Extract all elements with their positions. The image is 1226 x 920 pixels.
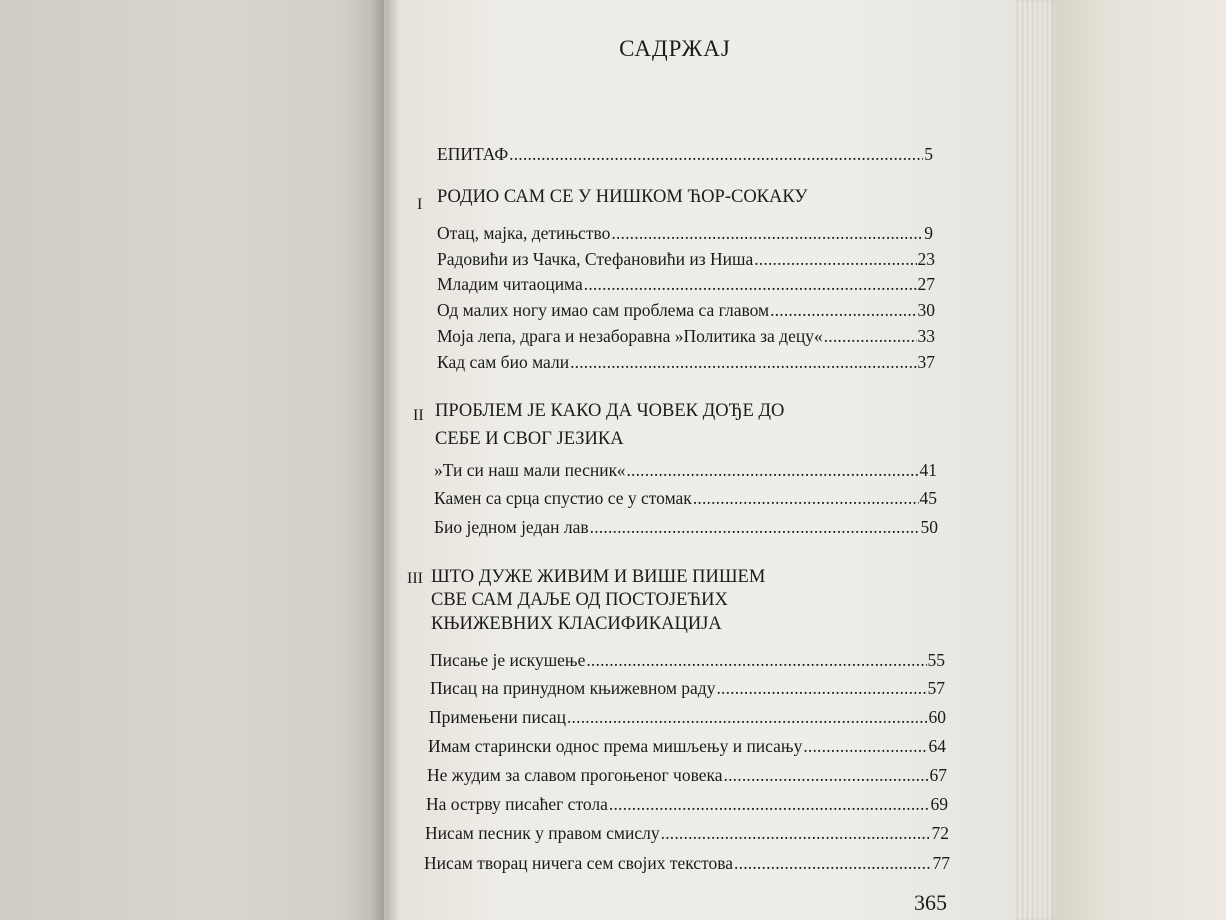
- entry-page: 5: [924, 144, 933, 164]
- toc-entry: [429, 705, 946, 729]
- toc-title: САДРЖАЈ: [619, 36, 731, 61]
- dot-leader: [626, 458, 918, 482]
- entry-page: 64: [928, 736, 946, 756]
- dot-leader: [824, 324, 917, 348]
- entry-text: »Ти си наш мали песник«: [434, 460, 626, 480]
- entry-page: 50: [920, 517, 938, 537]
- dot-leader: [661, 821, 931, 845]
- entry-text: ЕПИТАФ: [437, 144, 509, 164]
- entry-page: 37: [917, 352, 935, 372]
- entry-text: Не жудим за славом прогоњеног човека: [427, 765, 723, 785]
- entry-page: 23: [917, 249, 935, 269]
- entry-text: На острву писаћег стола: [426, 794, 608, 814]
- entry-text: Од малих ногу имао сам проблема са главом: [437, 300, 770, 320]
- section-title: СЕБЕ И СВОГ ЈЕЗИКА: [435, 429, 624, 449]
- dot-leader: [586, 648, 926, 672]
- entry-text: Имам старински однос према мишљењу и писању: [428, 736, 803, 756]
- dot-leader: [770, 298, 916, 322]
- dot-leader: [734, 851, 931, 875]
- entry-text: Отац, мајка, детињство: [437, 223, 611, 243]
- dot-leader: [609, 792, 930, 816]
- dot-leader: [567, 705, 928, 729]
- section-title: ПРОБЛЕМ ЈЕ КАКО ДА ЧОВЕК ДОЂЕ ДО: [435, 401, 785, 421]
- toc-entry: [437, 272, 935, 296]
- entry-page: 9: [924, 223, 933, 243]
- entry-text: Писање је искушење: [430, 650, 586, 670]
- entry-page: 30: [917, 300, 935, 320]
- toc-entry: [434, 515, 938, 539]
- toc-entry-epitaph: [437, 142, 933, 166]
- dot-leader: [611, 221, 923, 245]
- section-title: ШТО ДУЖЕ ЖИВИМ И ВИШЕ ПИШЕМ: [431, 567, 766, 587]
- toc-entry: [437, 247, 935, 271]
- entry-page: 57: [927, 678, 945, 698]
- toc-entry: [437, 324, 935, 348]
- entry-text: Моја лепа, драга и незаборавна »Политика за децу«: [437, 326, 823, 346]
- entry-page: 55: [927, 650, 945, 670]
- toc-entry: [434, 486, 937, 510]
- toc-entry: [426, 792, 948, 816]
- entry-text: Кад сам био мали: [437, 352, 570, 372]
- section-number: III: [407, 570, 423, 587]
- entry-text: Био једном један лав: [434, 517, 589, 537]
- entry-text: Примењени писац: [429, 707, 566, 727]
- entry-page: 67: [929, 765, 947, 785]
- section-title: РОДИО САМ СЕ У НИШКОМ ЋОР-СОКАКУ: [437, 187, 808, 207]
- entry-text: Писац на принудном књижевном раду: [430, 678, 716, 698]
- dot-leader: [716, 676, 926, 700]
- entry-page: 41: [919, 460, 937, 480]
- toc-entry: [430, 676, 945, 700]
- dot-leader: [693, 486, 919, 510]
- entry-page: 33: [917, 326, 935, 346]
- dot-leader: [590, 515, 920, 539]
- dot-leader: [803, 734, 927, 758]
- dot-leader: [509, 142, 923, 166]
- dot-leader: [754, 247, 916, 271]
- toc-entry: [430, 648, 945, 672]
- entry-page: 27: [917, 274, 935, 294]
- toc-entry: [434, 458, 937, 482]
- entry-page: 60: [928, 707, 946, 727]
- entry-page: 77: [932, 853, 950, 873]
- section-number: II: [413, 407, 424, 424]
- entry-text: Нисам песник у правом смислу: [425, 823, 660, 843]
- toc-entry: [437, 350, 935, 374]
- dot-leader: [570, 350, 916, 374]
- toc-entry: [427, 763, 947, 787]
- toc-entry: [437, 298, 935, 322]
- dot-leader: [724, 763, 929, 787]
- toc-entry: [424, 851, 950, 875]
- toc-entry: [428, 734, 946, 758]
- section-title: КЊИЖЕВНИХ КЛАСИФИКАЦИЈА: [431, 614, 722, 634]
- entry-text: Нисам творац ничега сем својих текстова: [424, 853, 734, 873]
- section-number: I: [417, 196, 423, 213]
- entry-page: 72: [931, 823, 949, 843]
- entry-page: 69: [930, 794, 948, 814]
- toc-entry: [437, 221, 933, 245]
- page-number: 365: [914, 890, 947, 915]
- dot-leader: [584, 272, 917, 296]
- entry-text: Младим читаоцима: [437, 274, 583, 294]
- entry-text: Камен са срца спустио се у стомак: [434, 488, 692, 508]
- entry-text: Радовићи из Чачка, Стефановићи из Ниша: [437, 249, 754, 269]
- entry-page: 45: [919, 488, 937, 508]
- toc-entry: [425, 821, 949, 845]
- section-title: СВЕ САМ ДАЉЕ ОД ПОСТОЈЕЋИХ: [431, 590, 728, 610]
